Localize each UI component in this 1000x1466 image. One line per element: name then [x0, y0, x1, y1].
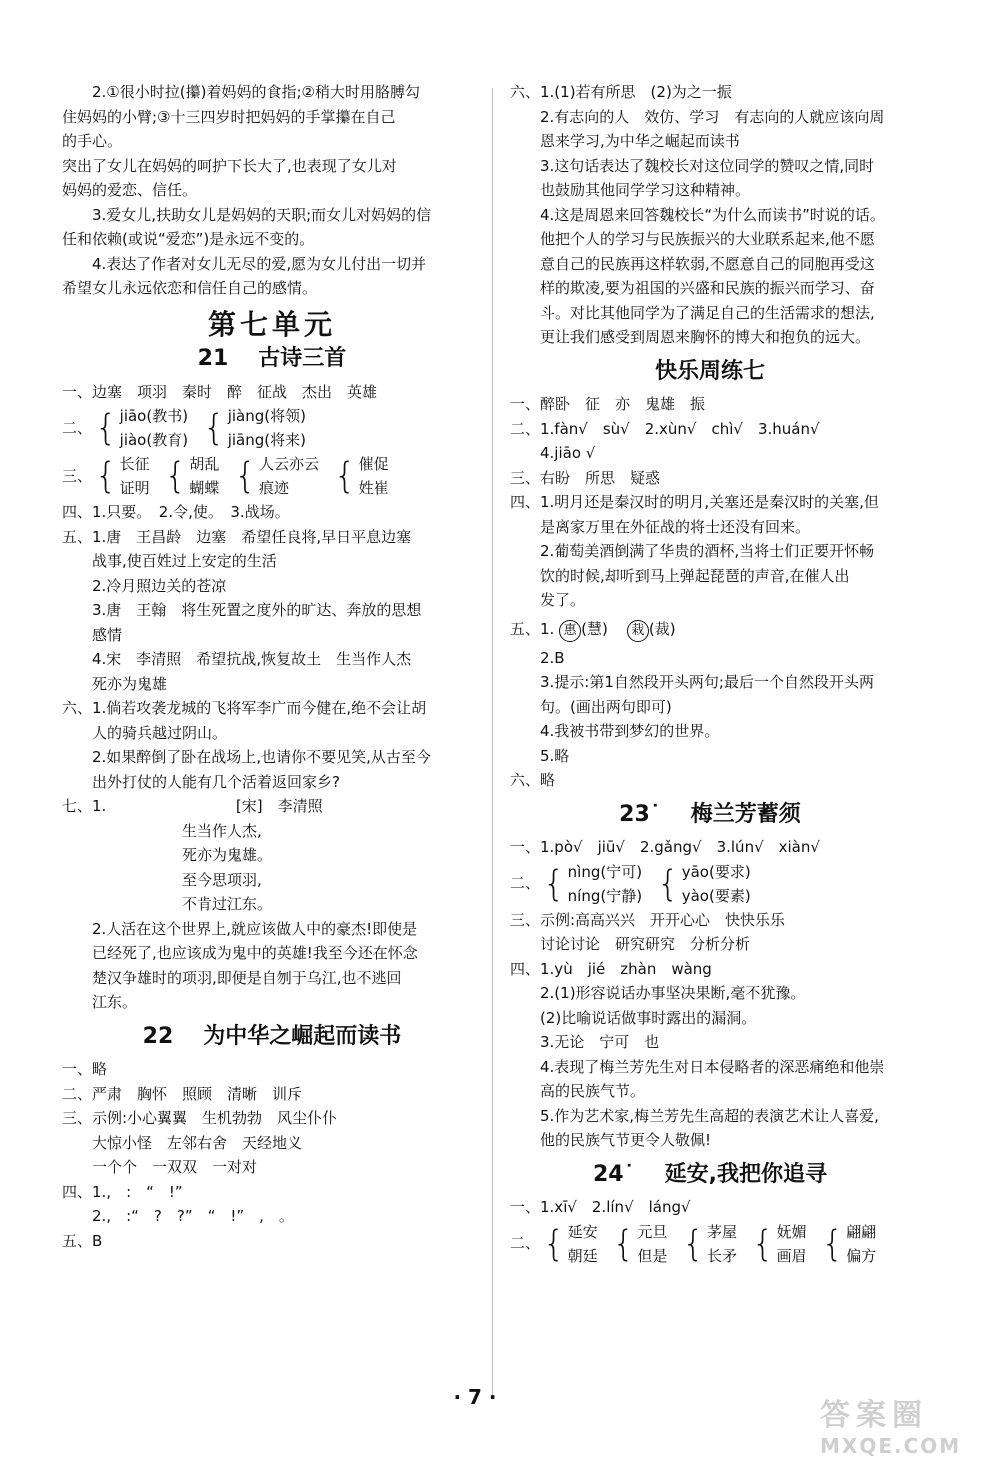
group-item: 痕迹	[258, 479, 289, 497]
text-line: 斗。对比其他同学为了满足自己的生活需求的想法,	[540, 303, 875, 322]
text-line: 死亦为鬼雄	[92, 674, 168, 693]
brace-group	[162, 452, 220, 500]
text-line: 2.葡萄美酒倒满了华贵的酒杯,当将士们正要开怀畅	[540, 542, 875, 560]
text-line: 他把个人的学习与民族振兴的大业联系起来,他不愿	[540, 230, 875, 248]
group-item: 人云亦云	[258, 455, 319, 473]
text-line: 发了。	[540, 591, 586, 609]
text-line: 大惊小怪 左邻右舍 天经地义	[92, 1133, 303, 1152]
text-line: 5.作为艺术家,梅兰芳先生高超的表演艺术让人喜爱,	[540, 1106, 879, 1125]
question-prefix: 二、	[510, 1234, 541, 1253]
brace-group	[200, 404, 306, 452]
brace-icon: {	[203, 407, 225, 449]
brace-group	[540, 860, 642, 908]
brace-group	[92, 404, 188, 452]
text-line: 三、右盼 所思 疑惑	[510, 468, 661, 487]
text-line: 4.宋 李清照 希望抗战,恢复故土 生当作人杰	[92, 650, 412, 668]
group-item: 茅屋	[706, 1222, 737, 1241]
group-item: 蝴蝶	[189, 479, 220, 497]
text-line: 一个个 一双双 一对对	[92, 1158, 258, 1176]
word-groups	[62, 452, 482, 500]
text-line: 一、边塞 项羽 秦时 醉 征战 杰出 英雄	[62, 382, 378, 401]
circled-char: 惠	[559, 620, 581, 642]
unit-title: 第七单元	[207, 307, 336, 341]
text-line: 六、1.倘若攻袭龙城的飞将军李广而今健在,绝不会让胡	[62, 699, 427, 717]
brace-icon: {	[657, 862, 679, 905]
word-groups	[510, 1220, 910, 1268]
brace-group	[679, 1220, 737, 1268]
question-prefix: 二、	[510, 874, 541, 893]
brace-group	[231, 452, 319, 500]
group-item: jiàng(将领)	[227, 407, 306, 425]
text-line: 四、1.yù jié zhàn wàng	[510, 959, 712, 978]
lesson-number: 23˙	[619, 801, 661, 827]
text-line: 已经死了,也应该成为鬼中的英雄!我至今还在怀念	[92, 944, 418, 962]
group-item: jiào(教育)	[119, 431, 189, 449]
group-item: 延安	[567, 1222, 598, 1241]
text-line: 4.jiāo √	[540, 444, 596, 462]
correction: (慧)	[581, 619, 608, 638]
lesson-22-heading	[62, 1025, 482, 1050]
brace-group	[331, 452, 389, 500]
text-line: 2.B	[540, 648, 565, 667]
text-line: 恩来学习,为中华之崛起而读书	[540, 132, 740, 150]
brace-icon: {	[751, 1222, 774, 1265]
text-line: 五、B	[62, 1231, 103, 1250]
text-line: 高的民族气节。	[540, 1082, 646, 1100]
text-line: 三、示例:小心翼翼 生机勃勃 风尘仆仆	[62, 1109, 338, 1127]
brace-icon: {	[95, 407, 117, 449]
group-item: 朝廷	[567, 1246, 598, 1265]
group-item: nìng(宁可)	[567, 862, 643, 881]
text-line: 三、示例:高高兴兴 开开心心 快快乐乐	[510, 910, 786, 929]
text-line: 江东。	[92, 993, 138, 1011]
text-line: 意自己的民族再这样软弱,不愿意自己的同胞再受这	[540, 254, 875, 273]
text-line: 二、1.fàn√ sù√ 2.xùn√ chì√ 3.huán√	[510, 419, 820, 438]
text-line: 4.表达了作者对女儿无尽的爱,愿为女儿付出一切并	[92, 254, 427, 273]
text-line: 句。(画出两句即可)	[540, 697, 672, 716]
group-item: jiāng(将来)	[227, 431, 306, 449]
lesson-title: 延安,我把你追寻	[664, 1161, 827, 1187]
text-line: 人的骑兵越过阴山。	[92, 723, 228, 742]
text-line: 是离家万里在外征战的将士还没有回来。	[540, 517, 811, 536]
text-line: 讨论讨论 研究研究 分析分析	[540, 935, 751, 953]
text-line: 5.略	[540, 746, 570, 765]
text-line: 2.人活在这个世界上,就应该做人中的豪杰!即使是	[92, 919, 418, 938]
text-line: 二、严肃 胸怀 照顾 清晰 训斥	[62, 1084, 303, 1103]
text-line: 六、略	[510, 771, 556, 789]
group-item: 画眉	[776, 1246, 807, 1265]
lesson-number: 24˙	[593, 1161, 635, 1187]
brace-icon: {	[543, 1222, 565, 1265]
text-line: 楚汉争雄时的项羽,即便是自刎于乌江,也不逃回	[92, 968, 402, 987]
text-line: 饮的时候,却听到马上弹起琵琶的声音,在催人出	[540, 566, 850, 585]
question-prefix: 二、	[62, 418, 93, 437]
text-line: 四、1.明月还是秦汉时的明月,关塞还是秦汉时的关塞,但	[510, 493, 879, 511]
pinyin-groups	[510, 860, 910, 908]
text-line: 五、1.唐 王昌龄 边塞 希望任良将,早日平息边塞	[62, 527, 412, 546]
poem-header	[62, 794, 482, 819]
correction: (裁)	[648, 619, 676, 638]
brace-icon: {	[821, 1222, 844, 1265]
brace-group	[540, 1220, 598, 1268]
group-item: jiāo(教书)	[119, 407, 189, 425]
lesson-title: 梅兰芳蓄须	[690, 801, 801, 827]
text-line: 六、1.(1)若有所思 (2)为之一振	[510, 83, 732, 101]
brace-group	[610, 1220, 668, 1268]
column-divider	[492, 88, 493, 1398]
text-line: 出外打仗的人能有几个活着返回家乡?	[92, 772, 340, 791]
poem-line: 不肯过江东。	[182, 895, 273, 913]
circled-char: 栽	[627, 620, 649, 642]
left-column	[62, 80, 482, 1253]
text-line: 一、醉卧 征 亦 鬼雄 振	[510, 395, 706, 413]
weekly-practice-heading: 快乐周练七	[654, 358, 765, 384]
text-line: 3.无论 宁可 也	[540, 1033, 660, 1051]
watermark-logo	[820, 1390, 990, 1460]
brace-icon: {	[234, 455, 256, 497]
right-column	[510, 80, 910, 1268]
text-line: 也鼓励其他同学学习这种精神。	[540, 181, 751, 199]
group-item: 元旦	[637, 1222, 668, 1241]
question-prefix: 五、1.	[510, 619, 555, 638]
brace-group	[749, 1220, 807, 1268]
poem-line: 死亦为鬼雄。	[182, 846, 273, 864]
watermark-url: MXQE.COM	[820, 1434, 962, 1458]
brace-icon: {	[164, 455, 187, 497]
lesson-title: 古诗三首	[258, 346, 347, 371]
text-line: 3.爱女儿,扶助女儿是妈妈的天职;而女儿对妈妈的信	[92, 205, 432, 224]
brace-group	[92, 452, 150, 500]
group-item: yào(要素)	[681, 886, 751, 905]
brace-icon: {	[333, 455, 356, 497]
text-line: 四、1.只要。 2.令,使。 3.战场。	[62, 503, 290, 521]
brace-group	[654, 860, 751, 908]
text-line: 4.这是周恩来回答魏校长“为什么而读书”时说的话。	[540, 205, 885, 224]
text-line: 他的民族气节更令人敬佩!	[540, 1131, 712, 1149]
group-item: 催促	[358, 455, 389, 473]
brace-group	[819, 1220, 877, 1268]
brace-icon: {	[543, 862, 565, 905]
text-line: 感情	[92, 625, 123, 644]
circled-answer-line	[510, 617, 910, 642]
text-line: 2.(1)形容说话办事坚决果断,毫不犹豫。	[540, 984, 806, 1002]
group-item: 但是	[637, 1246, 668, 1265]
text-line: 样的欺凌,要为祖国的兴盛和民族的振兴而学习、奋	[540, 279, 875, 297]
brace-icon: {	[612, 1222, 635, 1265]
text-line: 妈妈的爱恋、信任。	[62, 181, 198, 199]
pinyin-groups	[62, 404, 482, 452]
lesson-24-heading	[510, 1163, 910, 1188]
group-item: 翩翩	[846, 1222, 877, 1241]
text-line: 3.这句话表达了魏校长对这位同学的赞叹之情,同时	[540, 156, 875, 175]
text-line: 四、1., : “ !”	[62, 1182, 183, 1201]
text-line: 希望女儿永远依恋和信任自己的感情。	[62, 279, 318, 297]
watermark-text: 答案圈	[820, 1398, 928, 1433]
text-line: 2., :“ ? ?” “ !” , 。	[92, 1207, 294, 1225]
page-number: · 7 ·	[453, 1385, 497, 1409]
group-item: 长矛	[706, 1246, 737, 1265]
lesson-number: 21	[197, 346, 229, 371]
text-line: 4.表现了梅兰芳先生对日本侵略者的深恶痛绝和他崇	[540, 1057, 885, 1076]
lesson-21-heading	[62, 347, 482, 372]
text-line: 更让我们感受到周恩来胸怀的博大和抱负的远大。	[540, 328, 871, 346]
lesson-title: 为中华之崛起而读书	[203, 1023, 402, 1049]
group-item: 长征	[119, 455, 150, 473]
brace-icon: {	[682, 1222, 704, 1265]
question-prefix: 七、1.	[62, 797, 107, 815]
group-item: níng(宁静)	[567, 886, 643, 905]
text-line: 一、略	[62, 1060, 108, 1078]
text-line: 的手心。	[62, 132, 123, 150]
text-line: 一、1.xī√ 2.lín√ láng√	[510, 1198, 691, 1216]
question-prefix: 三、	[62, 466, 93, 485]
text-line: 一、1.pò√ jiū√ 2.gǎng√ 3.lún√ xiàn√	[510, 838, 820, 856]
text-line: 战事,使百姓过上安定的生活	[92, 552, 277, 570]
group-item: 姓崔	[358, 479, 389, 497]
lesson-number: 22	[142, 1023, 174, 1049]
group-item: 胡乱	[189, 455, 220, 473]
poem-line: 至今思项羽,	[182, 870, 262, 889]
text-line: (2)比喻说话做事时露出的漏洞。	[540, 1008, 757, 1027]
text-line: 任和依赖(或说“爱恋”)是永远不变的。	[62, 230, 315, 248]
text-line: 2.冷月照边关的苍凉	[92, 576, 227, 595]
text-line: 3.唐 王翰 将生死置之度外的旷达、奔放的思想	[92, 601, 422, 619]
text-line: 2.如果醉倒了卧在战场上,也请你不要见笑,从古至今	[92, 748, 431, 766]
group-item: yāo(要求)	[681, 862, 751, 881]
text-line: 2.①很小时拉(攥)着妈妈的食指;②稍大时用胳膊勾	[92, 83, 420, 101]
text-line: 住妈妈的小臂;③十三四岁时把妈妈的手掌攥在自己	[62, 107, 396, 126]
group-item: 妩媚	[776, 1222, 807, 1241]
brace-icon: {	[95, 455, 117, 497]
text-line: 4.我被书带到梦幻的世界。	[540, 722, 720, 740]
poem-line: 生当作人杰,	[182, 821, 262, 840]
group-item: 证明	[119, 479, 150, 497]
lesson-23-heading	[510, 803, 910, 828]
text-line: 2.有志向的人 效仿、学习 有志向的人就应该向周	[540, 107, 885, 126]
text-line: 突出了女儿在妈妈的呵护下长大了,也表现了女儿对	[62, 156, 397, 175]
text-line: 3.提示:第1自然段开头两句;最后一个自然段开头两	[540, 673, 874, 691]
group-item: 偏方	[846, 1246, 877, 1265]
poem-author: [宋] 李清照	[235, 797, 323, 815]
